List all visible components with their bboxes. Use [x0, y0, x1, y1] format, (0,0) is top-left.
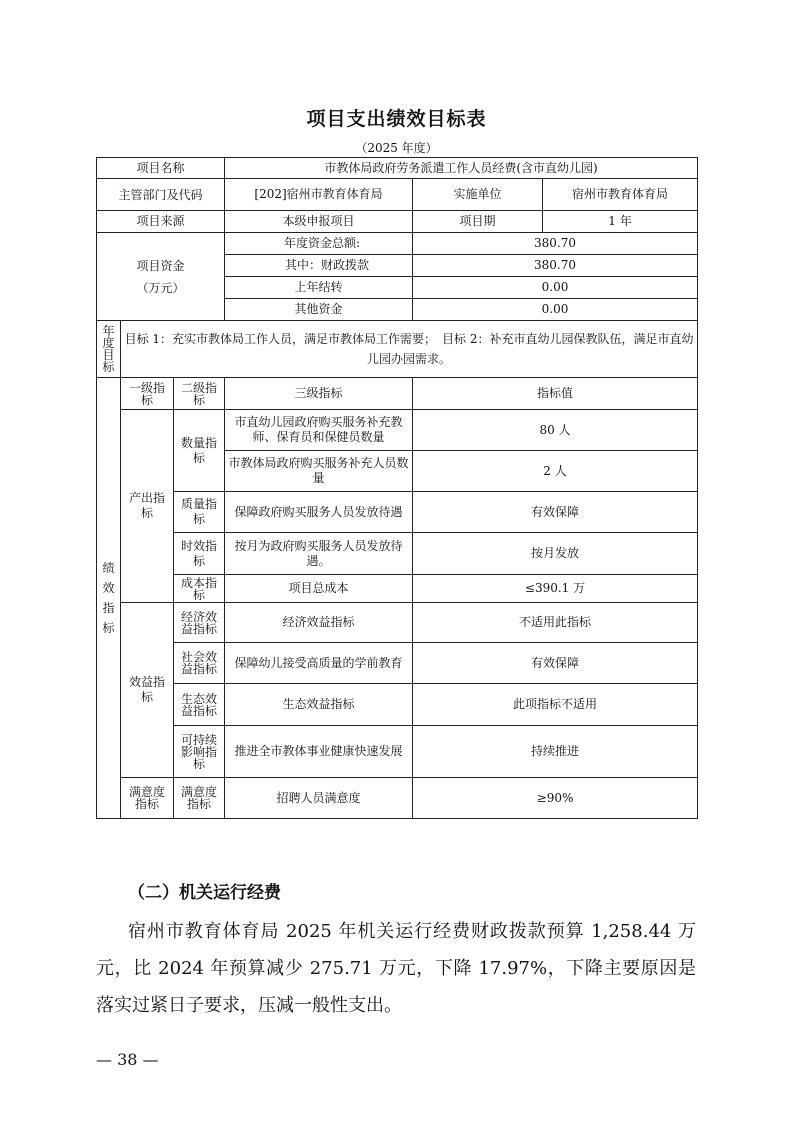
- social-name: 保障幼儿接受高质量的学前教育: [225, 643, 413, 684]
- project-name-label: 项目名称: [97, 158, 225, 179]
- page-number: — 38 —: [96, 1050, 159, 1069]
- satisfaction-level2-label: 满意度指标: [174, 778, 225, 819]
- satisfaction-value: ≥90%: [413, 778, 698, 819]
- cost-name: 项目总成本: [225, 575, 413, 603]
- ecological-name: 生态效益指标: [225, 684, 413, 726]
- ecological-indicators-label: 生态效益指标: [174, 684, 225, 726]
- quality-value: 有效保障: [413, 492, 698, 533]
- sustainability-indicators-label: 可持续影响指标: [174, 726, 225, 778]
- funds-total-value: 380.70: [413, 233, 698, 255]
- funds-fiscal-label: 其中：财政拨款: [225, 255, 413, 277]
- section-heading: （二）机关运行经费: [128, 883, 281, 903]
- economic-name: 经济效益指标: [225, 603, 413, 643]
- satisfaction-level1-label: 满意度指标: [121, 778, 174, 819]
- ecological-value: 此项指标不适用: [413, 684, 698, 726]
- dept-value: [202]宿州市教育体育局: [225, 179, 413, 211]
- quantity-indicators-label: 数量指标: [174, 410, 225, 492]
- objective-text: 目标 1：充实市教体局工作人员，满足市教体局工作需要； 目标 2：补充市直幼儿园保教队伍，满足市直幼儿园办园需求。: [121, 321, 698, 378]
- perf-indicators-label: 绩效指标: [97, 378, 121, 819]
- header-level2: 二级指标: [174, 378, 225, 410]
- benefit-indicators-label: 效益指标: [121, 603, 174, 778]
- quality-indicators-label: 质量指标: [174, 492, 225, 533]
- funds-carry-label: 上年结转: [225, 277, 413, 299]
- funds-total-label: 年度资金总额:: [225, 233, 413, 255]
- fiscal-year: （2025 年度）: [355, 141, 438, 155]
- timeliness-value: 按月发放: [413, 533, 698, 575]
- quantity-2-name: 市教体局政府购买服务补充人员数量: [225, 451, 413, 492]
- quantity-2-value: 2 人: [413, 451, 698, 492]
- funds-fiscal-value: 380.70: [413, 255, 698, 277]
- timeliness-name: 按月为政府购买服务人员发放待遇。: [225, 533, 413, 575]
- quality-name: 保障政府购买服务人员发放待遇: [225, 492, 413, 533]
- page-title: 项目支出绩效目标表: [306, 108, 487, 130]
- funds-label-text: 项目资金: [136, 258, 185, 273]
- impl-unit-value: 宿州市教育体育局: [543, 179, 698, 211]
- funds-carry-value: 0.00: [413, 277, 698, 299]
- economic-value: 不适用此指标: [413, 603, 698, 643]
- timeliness-indicators-label: 时效指标: [174, 533, 225, 575]
- funds-other-label: 其他资金: [225, 299, 413, 321]
- output-indicators-label: 产出指标: [121, 410, 174, 603]
- economic-indicators-label: 经济效益指标: [174, 603, 225, 643]
- funds-label: [97, 233, 225, 321]
- social-value: 有效保障: [413, 643, 698, 684]
- quantity-1-value: 80 人: [413, 410, 698, 451]
- source-label: 项目来源: [97, 211, 225, 233]
- performance-target-table: [96, 157, 698, 819]
- project-name-value: 市教体局政府劳务派遣工作人员经费(含市直幼儿园): [225, 158, 698, 179]
- satisfaction-name: 招聘人员满意度: [225, 778, 413, 819]
- social-indicators-label: 社会效益指标: [174, 643, 225, 684]
- header-level3: 三级指标: [225, 378, 413, 410]
- funds-unit: （万元）: [136, 280, 185, 295]
- header-level1: 一级指标: [121, 378, 174, 410]
- dept-label: 主管部门及代码: [97, 179, 225, 211]
- sustainability-value: 持续推进: [413, 726, 698, 778]
- cost-value: ≤390.1 万: [413, 575, 698, 603]
- budget-paragraph: 宿州市教育体育局 2025 年机关运行经费财政拨款预算 1,258.44 万元，比 2024 年预算减少 275.71 万元，下降 17.97%，下降主要原因是落实过紧日子要求，压减一般性支出。: [96, 921, 696, 1016]
- quantity-1-name: 市直幼儿园政府购买服务补充教师、保育员和保健员数量: [225, 410, 413, 451]
- objective-label: 年度目标: [97, 321, 121, 378]
- source-value: 本级申报项目: [225, 211, 413, 233]
- body-text: [96, 913, 696, 1024]
- period-label: 项目期: [413, 211, 543, 233]
- impl-unit-label: 实施单位: [413, 179, 543, 211]
- cost-indicators-label: 成本指标: [174, 575, 225, 603]
- header-value: 指标值: [413, 378, 698, 410]
- sustainability-name: 推进全市教体事业健康快速发展: [225, 726, 413, 778]
- funds-other-value: 0.00: [413, 299, 698, 321]
- period-value: 1 年: [543, 211, 698, 233]
